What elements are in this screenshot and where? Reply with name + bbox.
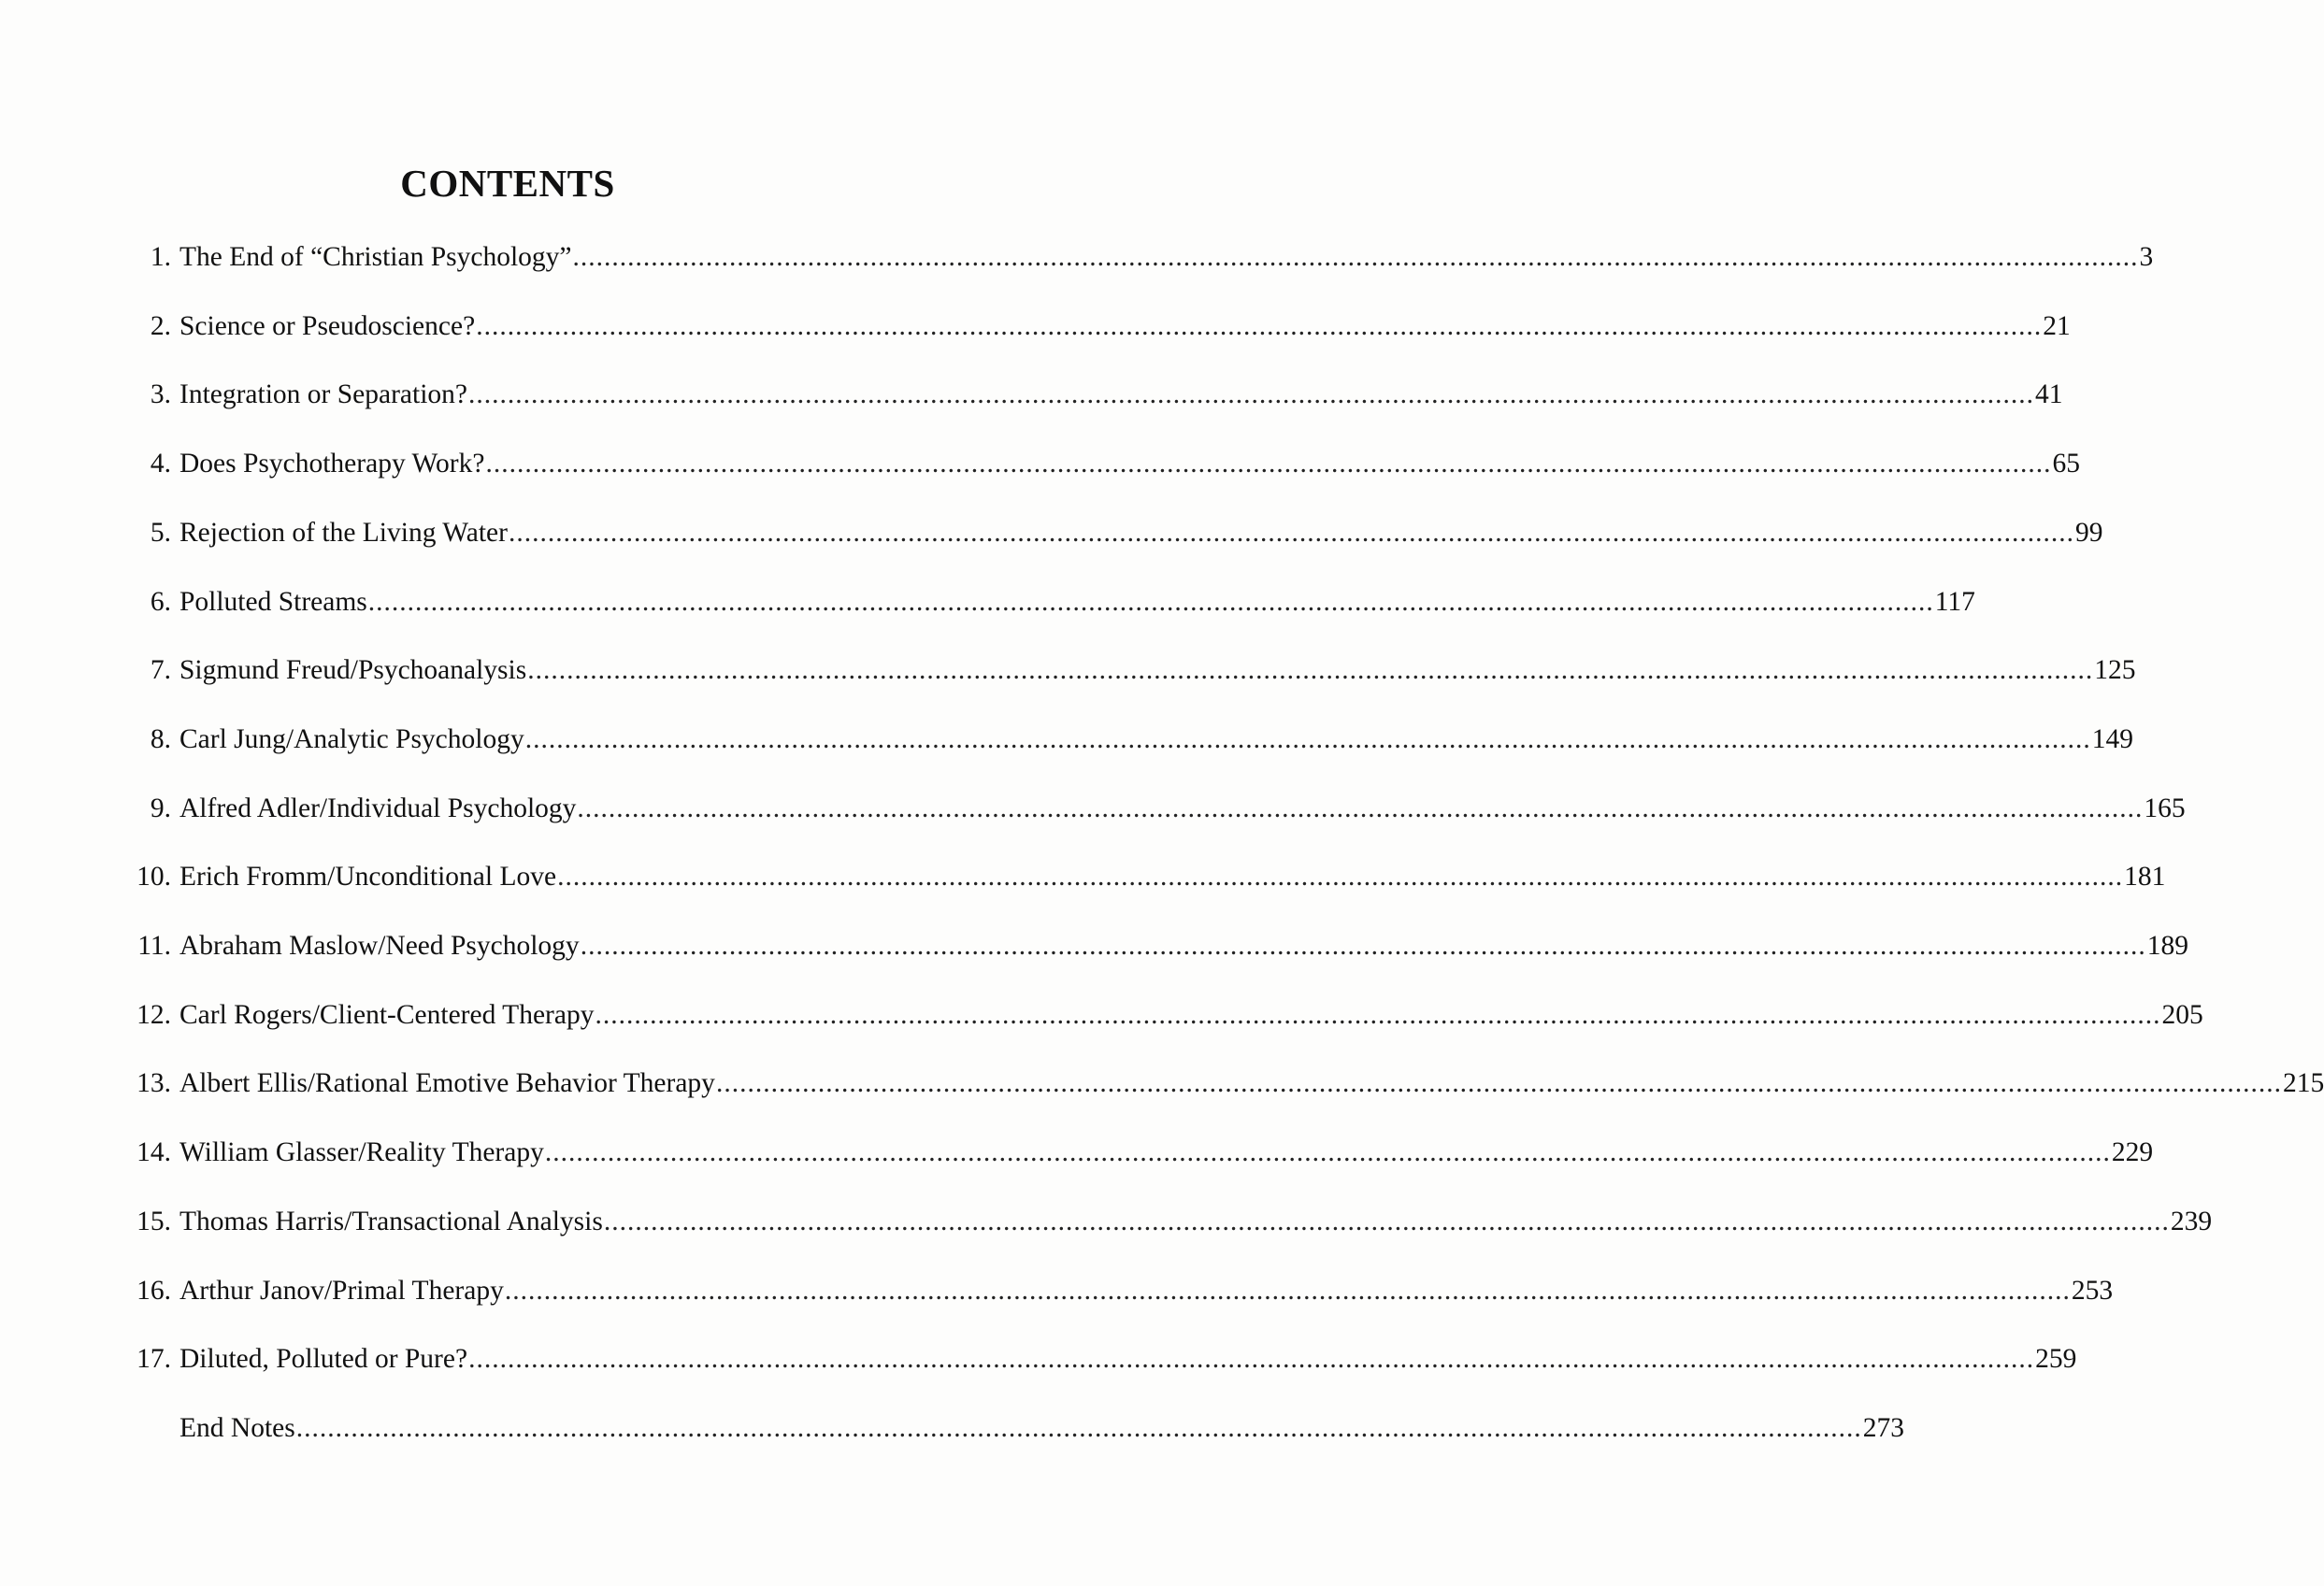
- entry-title: Carl Jung/Analytic Psychology: [179, 723, 524, 754]
- entry-title: Carl Rogers/Client-Centered Therapy: [179, 999, 595, 1030]
- entry-number: 7.: [150, 655, 171, 686]
- entry-number: 9.: [150, 793, 171, 823]
- dot-leader: ........................................................................................................................................................................................................: [367, 586, 1934, 617]
- toc-entry: [0, 1340, 2077, 1378]
- entry-number: 16.: [136, 1275, 171, 1306]
- toc-entry: [0, 858, 2166, 895]
- dot-leader: ........................................................................................................................................................................................................: [715, 1068, 2282, 1099]
- entry-title: Sigmund Freud/Psychoanalysis: [179, 655, 527, 686]
- dot-leader: ........................................................................................................................................................................................................: [572, 242, 2139, 272]
- dot-leader: ........................................................................................................................................................................................................: [485, 449, 2052, 479]
- entry-page-number: 99: [2074, 517, 2103, 548]
- entry-title: The End of “Christian Psychology”: [179, 242, 572, 272]
- entry-page-number: 259: [2035, 1344, 2077, 1375]
- dot-leader: ........................................................................................................................................................................................................: [468, 1344, 2035, 1375]
- toc-entry: [0, 238, 2154, 276]
- entry-title: Alfred Adler/Individual Psychology: [179, 793, 577, 823]
- dot-leader: ........................................................................................................................................................................................................: [544, 1137, 2111, 1168]
- page-title: CONTENTS: [400, 162, 615, 205]
- entry-page-number: 65: [2052, 449, 2080, 479]
- entry-title: Diluted, Polluted or Pure?: [179, 1344, 468, 1375]
- toc-entry-end-notes: [0, 1409, 1904, 1447]
- dot-leader: ........................................................................................................................................................................................................: [504, 1275, 2071, 1306]
- dot-leader: ........................................................................................................................................................................................................: [580, 931, 2146, 961]
- dot-leader: ........................................................................................................................................................................................................: [524, 723, 2091, 754]
- entry-page-number: 215: [2282, 1068, 2324, 1099]
- entry-number: 6.: [150, 586, 171, 617]
- toc-entry: [0, 307, 2071, 345]
- entry-page-number: 125: [2094, 655, 2136, 686]
- entry-page-number: 229: [2111, 1137, 2154, 1168]
- entry-title: Albert Ellis/Rational Emotive Behavior Therapy: [179, 1068, 715, 1099]
- dot-leader: ........................................................................................................................................................................................................: [577, 793, 2144, 823]
- dot-leader: ........................................................................................................................................................................................................: [295, 1412, 1862, 1443]
- toc-entry: [0, 927, 2188, 964]
- entry-number: 12.: [136, 999, 171, 1030]
- toc-entry: [0, 1203, 2213, 1240]
- toc-entry: [0, 790, 2186, 827]
- entry-title: Arthur Janov/Primal Therapy: [179, 1275, 504, 1306]
- toc-entry: [0, 996, 2203, 1034]
- entry-number: 13.: [136, 1068, 171, 1099]
- entry-page-number: 253: [2071, 1275, 2114, 1306]
- toc-entry: [0, 1272, 2114, 1309]
- entry-title: Integration or Separation?: [179, 379, 467, 410]
- entry-number: 14.: [136, 1137, 171, 1168]
- toc-entry: [0, 376, 2063, 413]
- entry-number: 5.: [150, 517, 171, 548]
- entry-title: Erich Fromm/Unconditional Love: [179, 862, 557, 893]
- entry-number: 4.: [150, 449, 171, 479]
- entry-number: 1.: [150, 242, 171, 272]
- entry-page-number: 41: [2035, 379, 2063, 410]
- dot-leader: ........................................................................................................................................................................................................: [527, 655, 2094, 686]
- entry-page-number: 117: [1934, 586, 1975, 617]
- entry-page-number: 189: [2146, 931, 2188, 961]
- dot-leader: ........................................................................................................................................................................................................: [595, 999, 2161, 1030]
- entry-page-number: 3: [2139, 242, 2154, 272]
- entry-number: 10.: [136, 862, 171, 893]
- entry-page-number: 165: [2144, 793, 2186, 823]
- entry-title: Thomas Harris/Transactional Analysis: [179, 1206, 603, 1236]
- toc-entry: [0, 1134, 2154, 1171]
- entry-number: 17.: [136, 1344, 171, 1375]
- toc-entry: [0, 651, 2136, 689]
- entry-page-number: 205: [2161, 999, 2203, 1030]
- toc-entry: [0, 721, 2133, 758]
- toc-entry: [0, 514, 2103, 551]
- entry-number: 3.: [150, 379, 171, 410]
- entry-title: William Glasser/Reality Therapy: [179, 1137, 544, 1168]
- entry-title: Science or Pseudoscience?: [179, 310, 476, 341]
- dot-leader: ........................................................................................................................................................................................................: [508, 517, 2074, 548]
- entry-page-number: 149: [2091, 723, 2133, 754]
- entry-title: Does Psychotherapy Work?: [179, 449, 485, 479]
- entry-page-number: 239: [2170, 1206, 2213, 1236]
- entry-number: 8.: [150, 723, 171, 754]
- dot-leader: ........................................................................................................................................................................................................: [557, 862, 2124, 893]
- toc-entry: [0, 445, 2080, 482]
- entry-page-number: 273: [1862, 1412, 1904, 1443]
- toc-entry: [0, 583, 1975, 621]
- dot-leader: ........................................................................................................................................................................................................: [468, 379, 2034, 410]
- dot-leader: ........................................................................................................................................................................................................: [476, 310, 2043, 341]
- entry-title: End Notes: [179, 1412, 295, 1443]
- entry-number: 11.: [137, 931, 171, 961]
- entry-page-number: 181: [2124, 862, 2166, 893]
- entry-page-number: 21: [2043, 310, 2071, 341]
- entry-title: Abraham Maslow/Need Psychology: [179, 931, 580, 961]
- entry-number: 15.: [136, 1206, 171, 1236]
- entry-number: 2.: [150, 310, 171, 341]
- toc-entry: [0, 1064, 2324, 1102]
- dot-leader: ........................................................................................................................................................................................................: [603, 1206, 2170, 1236]
- entry-title: Polluted Streams: [179, 586, 367, 617]
- entry-title: Rejection of the Living Water: [179, 517, 508, 548]
